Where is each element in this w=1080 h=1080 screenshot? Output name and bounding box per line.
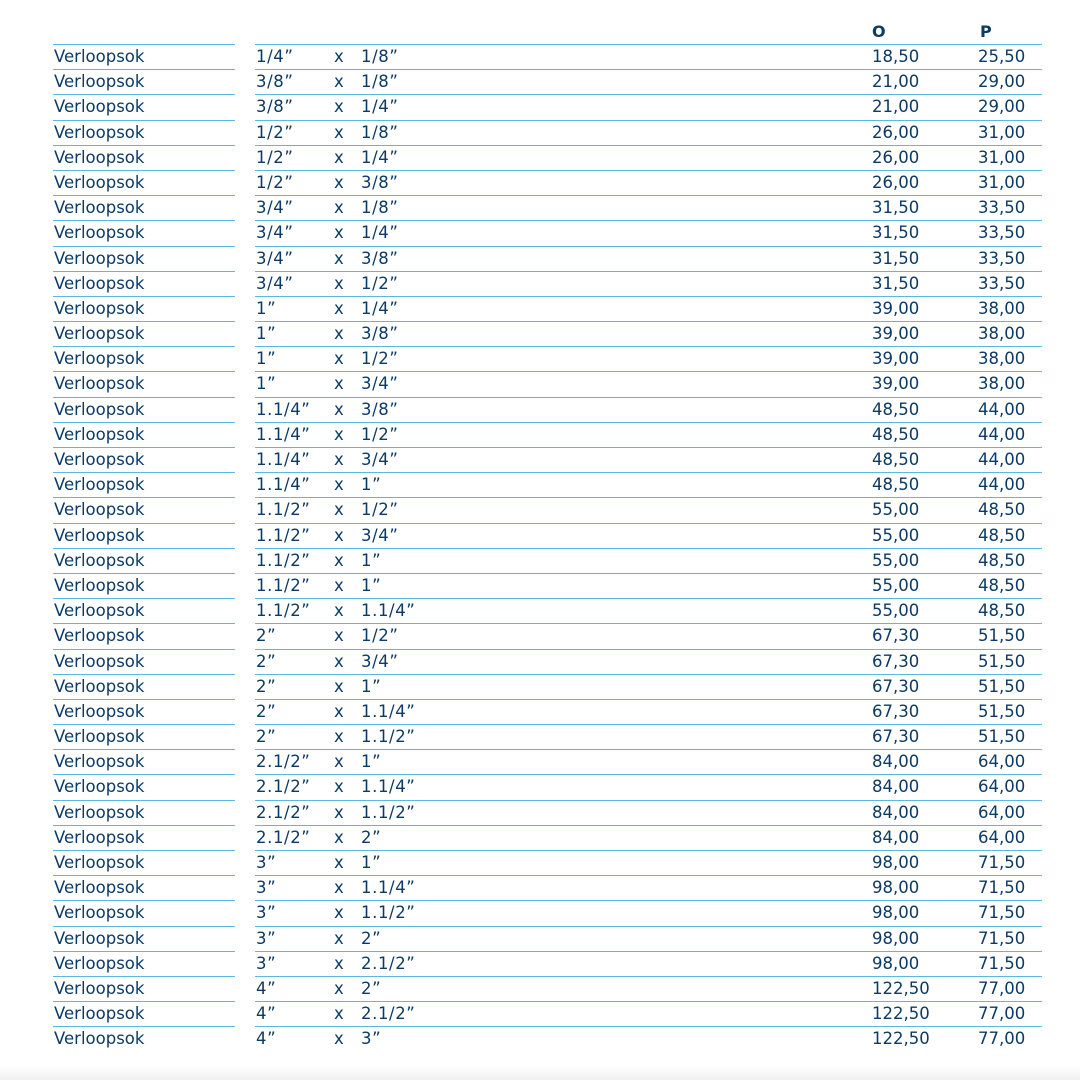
product-name-cell: Verloopsok [54,953,145,973]
size-to-cell: 1.1/4” [361,701,416,721]
product-name-cell: Verloopsok [54,777,145,797]
product-name-cell: Verloopsok [54,752,145,772]
price-p-cell: 29,00 [978,72,1026,92]
product-name-cell: Verloopsok [54,575,145,595]
price-o-cell: 21,00 [872,72,920,92]
table-row [0,346,1080,371]
price-p-cell: 33,50 [978,273,1026,293]
size-to-cell: 3/4” [361,651,399,671]
table-row [0,447,1080,472]
price-p-cell: 48,50 [978,601,1026,621]
size-from-cell: 1/4” [256,47,294,66]
table-row [0,598,1080,623]
size-separator: x [334,827,344,847]
price-p-cell: 44,00 [978,450,1026,469]
price-p-cell: 51,50 [978,651,1026,671]
product-name-cell: Verloopsok [54,878,145,898]
size-from-cell: 3” [256,903,277,923]
product-name-cell: Verloopsok [54,651,145,671]
price-o-cell: 31,50 [872,248,920,268]
size-to-cell: 1/2” [361,500,399,520]
size-separator: x [334,626,344,646]
product-name-cell: Verloopsok [54,72,145,92]
table-row [0,573,1080,598]
table-row [0,44,1080,69]
price-o-cell: 26,00 [872,147,920,167]
product-name-cell: Verloopsok [54,853,145,872]
price-p-cell: 77,00 [978,978,1026,998]
size-to-cell: 2” [361,978,382,998]
table-row [0,271,1080,296]
size-separator: x [334,172,344,192]
table-row [0,951,1080,976]
table-row [0,800,1080,825]
size-to-cell: 2.1/2” [361,1004,416,1024]
size-from-cell: 2.1/2” [256,752,311,772]
price-o-cell: 98,00 [872,928,920,948]
table-row [0,170,1080,195]
table-row [0,749,1080,774]
product-name-cell: Verloopsok [54,450,145,469]
price-p-cell: 33,50 [978,198,1026,218]
table-row [0,623,1080,648]
price-p-cell: 48,50 [978,575,1026,595]
table-row [0,145,1080,170]
product-name-cell: Verloopsok [54,122,145,142]
size-separator: x [334,399,344,419]
size-to-cell: 1/4” [361,223,399,243]
size-from-cell: 4” [256,1029,277,1049]
table-row [0,397,1080,422]
table-row [0,1026,1080,1051]
product-name-cell: Verloopsok [54,47,145,66]
price-o-cell: 26,00 [872,172,920,192]
price-p-cell: 51,50 [978,676,1026,696]
size-to-cell: 3/4” [361,374,399,394]
price-p-cell: 48,50 [978,525,1026,545]
price-o-cell: 55,00 [872,525,920,545]
size-to-cell: 1.1/4” [361,601,416,621]
size-to-cell: 1/8” [361,122,399,142]
table-row [0,523,1080,548]
size-from-cell: 2.1/2” [256,827,311,847]
size-separator: x [334,324,344,344]
size-from-cell: 2” [256,701,277,721]
size-from-cell: 2” [256,727,277,747]
size-to-cell: 1/2” [361,273,399,293]
price-o-cell: 39,00 [872,298,920,318]
size-from-cell: 2” [256,651,277,671]
price-o-cell: 122,50 [872,1029,930,1049]
size-separator: x [334,903,344,923]
price-p-cell: 29,00 [978,97,1026,117]
price-p-cell: 44,00 [978,399,1026,419]
product-name-cell: Verloopsok [54,525,145,545]
size-separator: x [334,550,344,570]
table-row [0,699,1080,724]
product-name-cell: Verloopsok [54,928,145,948]
size-separator: x [334,424,344,444]
price-o-cell: 26,00 [872,122,920,142]
size-to-cell: 3/4” [361,525,399,545]
price-p-cell: 51,50 [978,727,1026,747]
size-to-cell: 1/2” [361,349,399,369]
size-from-cell: 3/4” [256,248,294,268]
size-separator: x [334,601,344,621]
price-p-cell: 71,50 [978,928,1026,948]
product-name-cell: Verloopsok [54,374,145,394]
table-row [0,246,1080,271]
table-row [0,774,1080,799]
product-name-cell: Verloopsok [54,601,145,621]
price-o-cell: 98,00 [872,953,920,973]
size-to-cell: 2” [361,827,382,847]
price-o-cell: 67,30 [872,701,920,721]
size-to-cell: 1/4” [361,147,399,167]
size-separator: x [334,450,344,469]
product-name-cell: Verloopsok [54,978,145,998]
price-o-cell: 84,00 [872,752,920,772]
size-from-cell: 1.1/2” [256,525,311,545]
size-from-cell: 1.1/4” [256,475,311,495]
product-name-cell: Verloopsok [54,802,145,822]
size-from-cell: 1.1/2” [256,601,311,621]
product-name-cell: Verloopsok [54,626,145,646]
price-o-cell: 98,00 [872,853,920,872]
size-to-cell: 1.1/2” [361,903,416,923]
price-o-cell: 55,00 [872,500,920,520]
price-o-cell: 67,30 [872,727,920,747]
size-from-cell: 2.1/2” [256,802,311,822]
table-row [0,195,1080,220]
table-row [0,674,1080,699]
size-separator: x [334,752,344,772]
size-from-cell: 1.1/2” [256,500,311,520]
price-o-cell: 48,50 [872,450,920,469]
size-to-cell: 1/2” [361,626,399,646]
product-name-cell: Verloopsok [54,827,145,847]
size-to-cell: 1” [361,475,382,495]
size-to-cell: 1/8” [361,198,399,218]
price-p-cell: 33,50 [978,223,1026,243]
price-o-cell: 31,50 [872,223,920,243]
size-to-cell: 1/2” [361,424,399,444]
product-name-cell: Verloopsok [54,424,145,444]
table-row [0,220,1080,245]
product-name-cell: Verloopsok [54,298,145,318]
price-p-cell: 44,00 [978,475,1026,495]
price-o-cell: 67,30 [872,651,920,671]
size-separator: x [334,853,344,872]
table-row [0,724,1080,749]
size-separator: x [334,248,344,268]
size-separator: x [334,727,344,747]
price-p-cell: 48,50 [978,500,1026,520]
price-p-cell: 38,00 [978,374,1026,394]
product-name-cell: Verloopsok [54,701,145,721]
size-to-cell: 1/8” [361,47,399,66]
price-p-cell: 48,50 [978,550,1026,570]
table-row [0,1001,1080,1026]
table-row [0,296,1080,321]
size-to-cell: 1.1/2” [361,802,416,822]
product-name-cell: Verloopsok [54,97,145,117]
product-name-cell: Verloopsok [54,248,145,268]
size-separator: x [334,802,344,822]
size-separator: x [334,878,344,898]
table-row [0,422,1080,447]
product-name-cell: Verloopsok [54,172,145,192]
size-from-cell: 2” [256,676,277,696]
table-row [0,875,1080,900]
size-separator: x [334,72,344,92]
size-from-cell: 1.1/4” [256,450,311,469]
price-o-cell: 48,50 [872,475,920,495]
price-o-cell: 31,50 [872,273,920,293]
size-to-cell: 1” [361,676,382,696]
table-row [0,850,1080,875]
product-name-cell: Verloopsok [54,500,145,520]
product-name-cell: Verloopsok [54,349,145,369]
price-p-cell: 77,00 [978,1029,1026,1049]
price-o-cell: 84,00 [872,827,920,847]
size-to-cell: 3/4” [361,450,399,469]
size-from-cell: 3” [256,853,277,872]
price-p-cell: 71,50 [978,853,1026,872]
size-from-cell: 1” [256,324,277,344]
size-to-cell: 1” [361,575,382,595]
size-from-cell: 1.1/4” [256,424,311,444]
size-separator: x [334,928,344,948]
size-to-cell: 3” [361,1029,382,1049]
size-separator: x [334,198,344,218]
price-o-cell: 39,00 [872,349,920,369]
size-to-cell: 3/8” [361,172,399,192]
price-o-cell: 67,30 [872,676,920,696]
product-name-cell: Verloopsok [54,273,145,293]
size-from-cell: 2” [256,626,277,646]
size-from-cell: 3” [256,928,277,948]
price-o-cell: 55,00 [872,575,920,595]
product-name-cell: Verloopsok [54,147,145,167]
product-name-cell: Verloopsok [54,1004,145,1024]
table-row [0,900,1080,925]
price-o-cell: 84,00 [872,802,920,822]
size-from-cell: 3/4” [256,273,294,293]
size-separator: x [334,223,344,243]
size-from-cell: 4” [256,978,277,998]
price-o-cell: 39,00 [872,324,920,344]
price-o-cell: 31,50 [872,198,920,218]
size-separator: x [334,1004,344,1024]
product-name-cell: Verloopsok [54,903,145,923]
price-p-cell: 38,00 [978,298,1026,318]
product-name-cell: Verloopsok [54,324,145,344]
price-p-cell: 64,00 [978,802,1026,822]
price-o-cell: 84,00 [872,777,920,797]
size-from-cell: 4” [256,1004,277,1024]
size-separator: x [334,651,344,671]
size-separator: x [334,777,344,797]
size-from-cell: 3” [256,878,277,898]
size-separator: x [334,525,344,545]
price-o-cell: 39,00 [872,374,920,394]
size-separator: x [334,978,344,998]
price-p-cell: 51,50 [978,701,1026,721]
size-separator: x [334,374,344,394]
price-o-cell: 48,50 [872,399,920,419]
price-p-cell: 64,00 [978,752,1026,772]
page-edge [0,1066,1080,1080]
size-separator: x [334,122,344,142]
price-p-cell: 64,00 [978,827,1026,847]
size-to-cell: 3/8” [361,399,399,419]
price-p-cell: 31,00 [978,172,1026,192]
price-p-cell: 51,50 [978,626,1026,646]
table-body [0,44,1080,1052]
product-name-cell: Verloopsok [54,223,145,243]
column-header-p: P [980,22,992,41]
size-from-cell: 1.1/4” [256,399,311,419]
price-o-cell: 122,50 [872,1004,930,1024]
price-p-cell: 71,50 [978,953,1026,973]
table-row [0,497,1080,522]
size-to-cell: 2.1/2” [361,953,416,973]
size-to-cell: 1/4” [361,298,399,318]
product-name-cell: Verloopsok [54,198,145,218]
size-to-cell: 3/8” [361,248,399,268]
price-p-cell: 44,00 [978,424,1026,444]
size-from-cell: 3/4” [256,198,294,218]
size-from-cell: 3” [256,953,277,973]
size-separator: x [334,500,344,520]
price-o-cell: 21,00 [872,97,920,117]
price-p-cell: 71,50 [978,903,1026,923]
price-o-cell: 98,00 [872,878,920,898]
size-to-cell: 1.1/4” [361,878,416,898]
size-from-cell: 2.1/2” [256,777,311,797]
price-p-cell: 38,00 [978,324,1026,344]
size-separator: x [334,298,344,318]
table-row [0,120,1080,145]
product-name-cell: Verloopsok [54,1029,145,1049]
size-separator: x [334,475,344,495]
size-separator: x [334,47,344,66]
price-o-cell: 67,30 [872,626,920,646]
price-o-cell: 55,00 [872,601,920,621]
price-o-cell: 55,00 [872,550,920,570]
size-from-cell: 1” [256,374,277,394]
size-from-cell: 3/8” [256,72,294,92]
table-row [0,69,1080,94]
size-separator: x [334,97,344,117]
product-name-cell: Verloopsok [54,676,145,696]
price-p-cell: 25,50 [978,47,1026,66]
product-name-cell: Verloopsok [54,550,145,570]
size-to-cell: 1” [361,550,382,570]
table-row [0,926,1080,951]
size-separator: x [334,273,344,293]
price-p-cell: 31,00 [978,122,1026,142]
size-from-cell: 1” [256,298,277,318]
size-to-cell: 2” [361,928,382,948]
price-p-cell: 77,00 [978,1004,1026,1024]
size-from-cell: 1/2” [256,172,294,192]
size-to-cell: 1/4” [361,97,399,117]
product-name-cell: Verloopsok [54,399,145,419]
price-o-cell: 98,00 [872,903,920,923]
product-name-cell: Verloopsok [54,727,145,747]
product-name-cell: Verloopsok [54,475,145,495]
size-from-cell: 3/8” [256,97,294,117]
price-p-cell: 33,50 [978,248,1026,268]
size-from-cell: 1/2” [256,122,294,142]
size-to-cell: 1.1/4” [361,777,416,797]
size-separator: x [334,575,344,595]
table-row [0,472,1080,497]
price-o-cell: 122,50 [872,978,930,998]
price-p-cell: 31,00 [978,147,1026,167]
size-from-cell: 3/4” [256,223,294,243]
size-from-cell: 1” [256,349,277,369]
table-row [0,548,1080,573]
column-header-o: O [872,22,886,41]
price-p-cell: 38,00 [978,349,1026,369]
size-to-cell: 1” [361,853,382,872]
size-to-cell: 1/8” [361,72,399,92]
size-to-cell: 1” [361,752,382,772]
table-row [0,976,1080,1001]
price-o-cell: 18,50 [872,47,920,66]
size-separator: x [334,147,344,167]
size-from-cell: 1.1/2” [256,575,311,595]
size-from-cell: 1/2” [256,147,294,167]
table-row [0,649,1080,674]
size-separator: x [334,701,344,721]
table-row [0,321,1080,346]
size-separator: x [334,676,344,696]
table-row [0,371,1080,396]
table-row [0,825,1080,850]
size-separator: x [334,1029,344,1049]
size-to-cell: 3/8” [361,324,399,344]
price-o-cell: 48,50 [872,424,920,444]
price-p-cell: 64,00 [978,777,1026,797]
table-row [0,94,1080,119]
price-p-cell: 71,50 [978,878,1026,898]
size-separator: x [334,349,344,369]
size-to-cell: 1.1/2” [361,727,416,747]
size-from-cell: 1.1/2” [256,550,311,570]
size-separator: x [334,953,344,973]
